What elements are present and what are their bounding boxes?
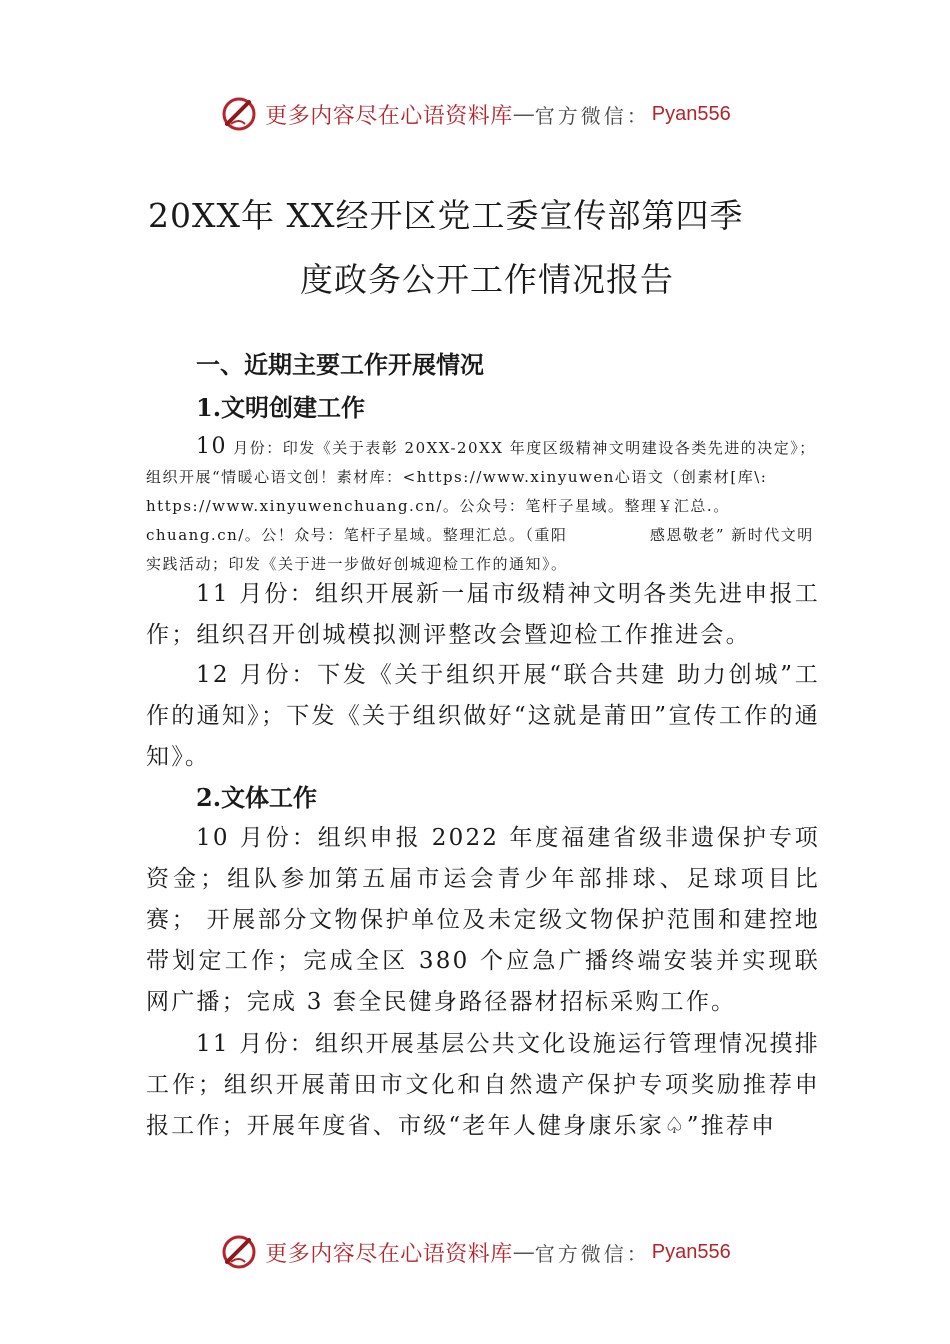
banner-wechat-id: Pyan556	[651, 102, 731, 125]
banner-dash: —	[512, 101, 535, 127]
banner-dash: —	[512, 1239, 535, 1265]
paragraph-oct-culture: 10 月份：组织申报 2022 年度福建省级非遗保护专项资金；组队参加第五届市运会青少年部排球、足球项目比赛； 开展部分文物保护单位及未定级文物保护范围和建控地带划定工作；完成全区 380 个应急广播终端安装并实现联网广播；完成 3 套全民健身路径器材招标采购工作。	[146, 825, 820, 1015]
paragraph-dec-civility: 12 月份：下发《关于组织开展“联合共建 助力创城”工作的通知》；下发《关于组织做好“这就是莆田”宣传工作的通知》。	[146, 662, 820, 770]
paragraph-oct-text: 月份：印发《关于表彰 20XX-20XX 年度区级精神文明建设各类先进的决定》；组织开展“情暖心语文创！素材库：<https://www.xinyuwen心语文（创素材[库\: https://www.xinyuwenchuang.cn/。公众号：笔杆子星域。整理￥汇总.。chuang.cn/。公！众号：笔杆子星域。整理汇总。（重阳 感恩敬老” 新时代文明实践活动；印发《关于进一步做好创城迎检工作的通知》。	[146, 439, 816, 573]
banner-brand: 更多内容尽在心语资料库	[265, 1241, 513, 1267]
paragraph-nov-civility: 11 月份：组织开展新一届市级精神文明各类先进申报工作；组织召开创城模拟测评整改会暨迎检工作推进会。	[146, 581, 820, 648]
paragraph-oct-month: 10	[196, 434, 227, 459]
paragraph-oct-civility	[146, 432, 826, 579]
paragraph-nov-culture: 11 月份：组织开展基层公共文化设施运行管理情况摸排工作；组织开展莆田市文化和自然遗产保护专项奖励推荐申报工作；开展年度省、市级“老年人健身康乐家♤”推荐申	[146, 1031, 820, 1139]
subsection-heading-1: 1.文明创建工作	[196, 393, 366, 422]
banner-wechat-label: 官方微信：	[534, 103, 650, 128]
banner-brand: 更多内容尽在心语资料库	[265, 103, 513, 129]
section-heading: 一、近期主要工作开展情况	[196, 351, 484, 379]
banner-wechat-id: Pyan556	[651, 1240, 731, 1263]
document-title-line-2: 度政务公开工作情况报告	[300, 260, 674, 299]
pen-logo-icon	[219, 1232, 259, 1272]
pen-logo-icon	[219, 94, 259, 134]
banner-wechat-label: 官方微信：	[534, 1241, 650, 1266]
footer-banner	[0, 1230, 950, 1274]
subsection-heading-2: 2.文体工作	[196, 783, 318, 812]
header-banner	[0, 92, 950, 136]
document-title-line-1: 20XX年 XX经开区党工委宣传部第四季	[148, 196, 744, 235]
